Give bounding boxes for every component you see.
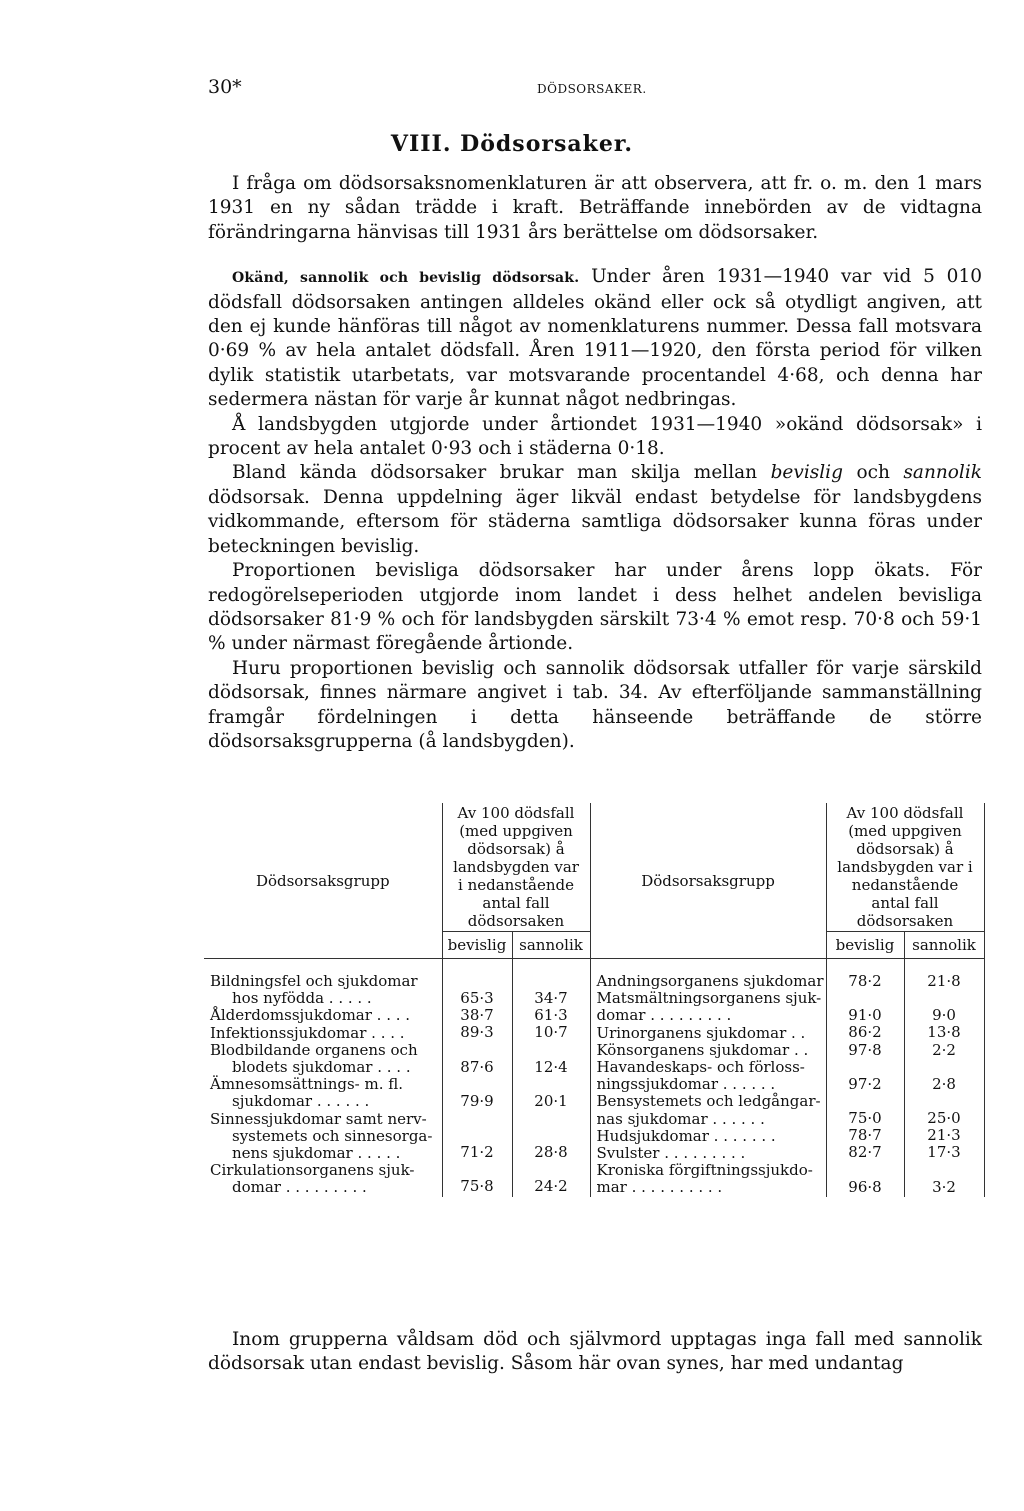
value-cell: 78·2 [848,972,882,990]
value-cell: 2·8 [932,1074,956,1093]
row-label: Infektionssjukdomar . . . . [210,1023,405,1042]
section-title: VIII. Dödsorsaker. [390,131,634,157]
row-label: blodets sjukdomar . . . . [232,1058,411,1077]
row-label: domar . . . . . . . . . [232,1178,367,1197]
value-cell: 87·6 [460,1057,494,1076]
value-cell: 97·8 [848,1040,882,1059]
table-row [597,1162,826,1196]
table-row [597,1059,826,1093]
value-cell: 96·8 [848,1177,882,1196]
value-cell: 71·2 [460,1143,494,1162]
table-row [210,1042,442,1076]
table-row [210,1111,442,1163]
value-cell: 75·8 [460,1177,494,1196]
table-row [597,1093,826,1127]
paragraph-5: Proportionen bevisliga dödsorsaker har under årens lopp ökats. För redogörelseperioden utgjorde inom landet i dess helhet andelen bevisliga dödsorsaker 81·9 % och för landsbygden särskilt 73·4 % emot resp. 70·8 och 59·1 % under närmast föregående årtionde. [208,560,982,655]
value-cell: 78·7 [848,1126,882,1145]
value-cell: 38·7 [460,1006,494,1025]
row-label: mar . . . . . . . . . . [596,1178,723,1197]
row-label: Ålderdomssjukdomar . . . . [210,1006,411,1025]
row-label: Urinorganens sjukdomar . . [596,1023,806,1042]
term-sannolik: sannolik [903,462,982,484]
table-row [597,1025,826,1042]
paragraph-6: Huru proportionen bevislig och sannolik dödsorsak utfaller för varje särskild dödsorsak, finnes närmare angivet i tab. 34. Av efterföljande sammanställning framgår fördelningen i detta hänseende beträffande de större dödsorsaksgrupperna (å landsbygden). [208,657,982,752]
row-label: Sinnessjukdomar samt nerv- [210,1109,427,1128]
table-row [597,1145,826,1162]
value-cell: 12·4 [534,1057,568,1076]
value-cell: 20·1 [534,1091,568,1110]
cause-of-death-table [204,803,984,1511]
value-cell: 21·3 [927,1126,961,1145]
table-row [210,973,442,1007]
row-label: Matsmältningsorganens sjuk- [596,989,822,1008]
col-header-sannolik-right: sannolik [904,932,984,959]
left-bevislig-values [442,959,512,1197]
col-header-span-left: Av 100 dödsfall (med uppgiven dödsorsak) å landsbygden var i nedanstående antal fall dödsorsaken [442,803,590,932]
row-label: Hudsjukdomar . . . . . . . [596,1126,776,1145]
paragraph-4-text-a: Bland kända dödsorsaker brukar man skilja mellan [232,462,758,484]
footer-paragraph: Inom grupperna våldsam död och självmord upptagas inga fall med sannolik dödsorsak utan endast bevislig. Såsom här ovan synes, har med undantag [208,1329,982,1374]
value-cell: 61·3 [534,1006,568,1025]
col-header-bevislig-right: bevislig [826,932,904,959]
value-cell: 75·0 [848,1109,882,1128]
table-row [597,1128,826,1145]
row-label: domar . . . . . . . . . [596,1006,732,1025]
term-bevislig: bevislig [770,462,843,484]
right-bevislig-values [826,959,904,1197]
value-cell: 10·7 [534,1023,568,1042]
paragraph-4-text-e: dödsorsak. Denna uppdelning äger likväl endast betydelse för landsbygdens vidkommande, eftersom för städerna samtliga dödsorsaker kunna föras under beteckningen bevislig. [208,486,982,557]
row-label: nas sjukdomar . . . . . . [596,1109,765,1128]
value-cell: 17·3 [927,1143,961,1162]
row-label: hos nyfödda . . . . . [232,989,372,1008]
value-cell: 86·2 [848,1023,882,1042]
row-label: Svulster . . . . . . . . . [596,1144,746,1163]
page-number: 30* [208,76,242,98]
left-entries [204,959,442,1197]
right-entries [590,959,826,1197]
col-header-group-right: Dödsorsaksgrupp [590,803,826,959]
value-cell: 79·9 [460,1091,494,1110]
col-header-span-right: Av 100 dödsfall (med uppgiven dödsorsak) å landsbygden var i nedanstående antal fall dödsorsaken [826,803,984,932]
table-row [210,1025,442,1042]
table-row [597,1042,826,1059]
paragraph-4-text-c: och [856,462,890,484]
value-cell: 82·7 [848,1143,882,1162]
row-label: Kroniska förgiftningssjukdo- [596,1161,813,1180]
run-in-heading: Okänd, sannolik och bevislig dödsorsak. [232,270,580,287]
value-cell: 3·2 [932,1177,956,1196]
row-label: Ämnesomsättnings- m. fl. [210,1075,404,1094]
value-cell: 9·0 [932,1006,956,1025]
table-row [597,973,826,990]
left-sannolik-values [512,959,590,1197]
row-label: systemets och sinnesorga- [232,1126,433,1145]
right-sannolik-values [904,959,984,1197]
value-cell: 89·3 [460,1023,494,1042]
paragraph-1: I fråga om dödsorsaksnomenklaturen är att observera, att fr. o. m. den 1 mars 1931 en ny sådan trädde i kraft. Beträffande innebörden av de vidtagna förändringarna hänvisas till 1931 års berättelse om dödsorsaker. [208,173,982,243]
paragraph-4 [208,461,982,559]
row-label: Bildningsfel och sjukdomar [210,972,418,990]
row-label: ningssjukdomar . . . . . . [596,1075,776,1094]
table-row [210,1076,442,1110]
row-label: Havandeskaps- och förloss- [596,1058,805,1077]
running-head: DÖDSORSAKER. [537,82,647,96]
paragraph-2-text: Under åren 1931—1940 var vid 5 010 dödsfall dödsorsaken antingen alldeles okänd eller ock så otydligt angiven, att den ej kunde hänföras till något av nomenklaturens nummer. Dessa fall motsvara 0·69 % av hela antalet dödsfall. Åren 1911—1920, den första period för vilken dylik statistik utarbetats, var motsvarande procentandel 4·68, och denna har sedermera nästan för varje år kunnat något nedbringas. [208,266,982,411]
col-header-sannolik-left: sannolik [512,932,590,959]
row-label: nens sjukdomar . . . . . [232,1144,401,1163]
col-header-group-left: Dödsorsaksgrupp [204,803,442,959]
table-row [210,1162,442,1196]
value-cell: 91·0 [848,1006,882,1025]
value-cell: 97·2 [848,1074,882,1093]
table-row [210,1007,442,1024]
value-cell: 21·8 [927,972,961,990]
row-label: Bensystemets och ledgångar- [596,1092,821,1111]
value-cell: 25·0 [927,1109,961,1128]
row-label: Andningsorganens sjukdomar [596,972,824,990]
col-header-bevislig-left: bevislig [442,932,512,959]
value-cell: 28·8 [534,1143,568,1162]
row-label: Könsorganens sjukdomar . . [596,1040,809,1059]
value-cell: 24·2 [534,1177,568,1196]
paragraph-3: Å landsbygden utgjorde under årtiondet 1931—1940 »okänd dödsorsak» i procent av hela antalet 0·93 och i städerna 0·18. [208,413,982,460]
value-cell: 2·2 [932,1040,956,1059]
value-cell: 65·3 [460,989,494,1007]
row-label: sjukdomar . . . . . . [232,1092,370,1111]
row-label: Blodbildande organens och [210,1040,418,1059]
value-cell: 34·7 [534,989,568,1007]
text-block [208,172,982,754]
row-label: Cirkulationsorganens sjuk- [210,1161,415,1180]
table-row [597,990,826,1024]
value-cell: 13·8 [927,1023,961,1042]
paragraph-2 [208,265,982,412]
